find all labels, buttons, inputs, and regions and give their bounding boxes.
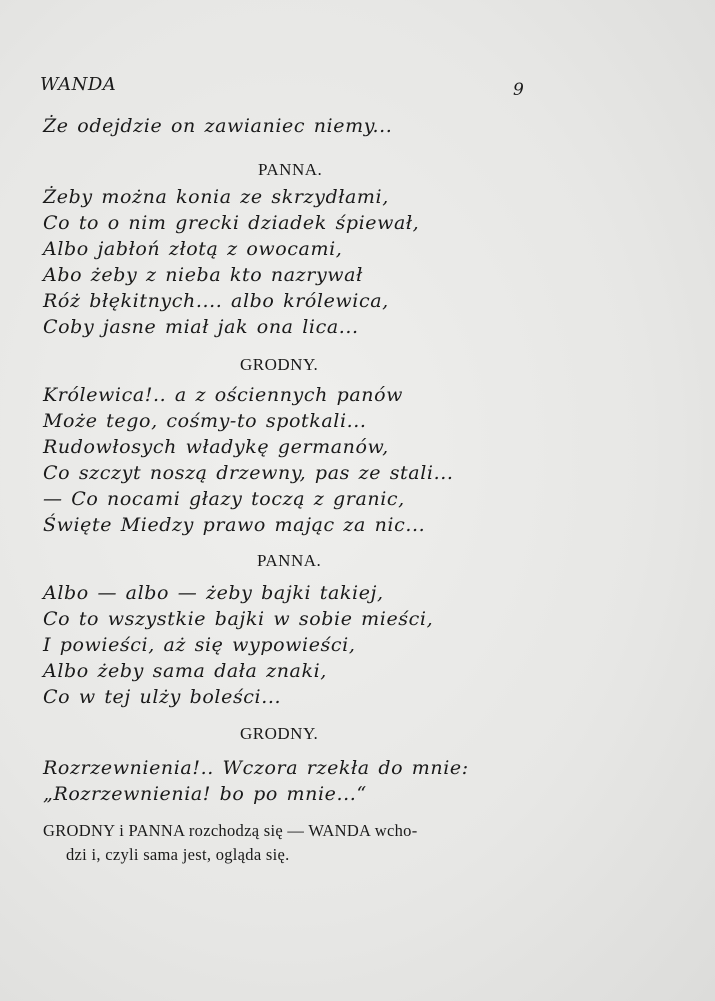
verse-line: Żeby można konia ze skrzydłami, xyxy=(43,186,389,208)
verse-line: Róż błękitnych.... albo królewica, xyxy=(43,290,389,312)
speaker-label: GRODNY. xyxy=(240,355,319,374)
verse-line: Co to o nim grecki dziadek śpiewał, xyxy=(43,212,420,234)
verse-line: Albo — albo — żeby bajki takiej, xyxy=(43,582,384,604)
verse-line: Rozrzewnienia!.. Wczora rzekła do mnie: xyxy=(43,757,469,779)
verse-line: Co w tej ulży boleści... xyxy=(43,686,282,708)
verse-line: Albo jabłoń złotą z owocami, xyxy=(43,238,343,260)
page-number: 9 xyxy=(513,80,524,100)
verse-line: Rudowłosych władykę germanów, xyxy=(43,436,389,458)
speaker-label: PANNA. xyxy=(257,551,322,570)
speaker-label: PANNA. xyxy=(258,160,323,179)
speaker-label: GRODNY. xyxy=(240,724,319,743)
running-header-title: WANDA xyxy=(40,74,117,95)
verse-line: Abo żeby z nieba kto nazrywał xyxy=(43,264,363,286)
verse-line: „Rozrzewnienia! bo po mnie...“ xyxy=(43,783,367,805)
verse-line: Co szczyt noszą drzewny, pas ze stali... xyxy=(43,462,454,484)
verse-line: Królewica!.. a z ościennych panów xyxy=(43,384,404,406)
verse-line: Albo żeby sama dała znaki, xyxy=(43,660,327,682)
verse-line: Może tego, cośmy-to spotkali... xyxy=(43,410,367,432)
verse-line: I powieści, aż się wypowieści, xyxy=(43,634,356,656)
verse-line: Święte Miedzy prawo mając za nic... xyxy=(43,514,426,536)
verse-line: Co to wszystkie bajki w sobie mieści, xyxy=(43,608,434,630)
verse-line: — Co nocami głazy toczą z granic, xyxy=(43,488,405,510)
verse-line: Coby jasne miał jak ona lica... xyxy=(43,316,359,338)
stage-direction-line: dzi i, czyli sama jest, ogląda się. xyxy=(66,845,290,864)
stage-direction-line: GRODNY i PANNA rozchodzą się — WANDA wcho- xyxy=(43,821,418,840)
verse-line: Że odejdzie on zawianiec niemy... xyxy=(43,115,393,137)
